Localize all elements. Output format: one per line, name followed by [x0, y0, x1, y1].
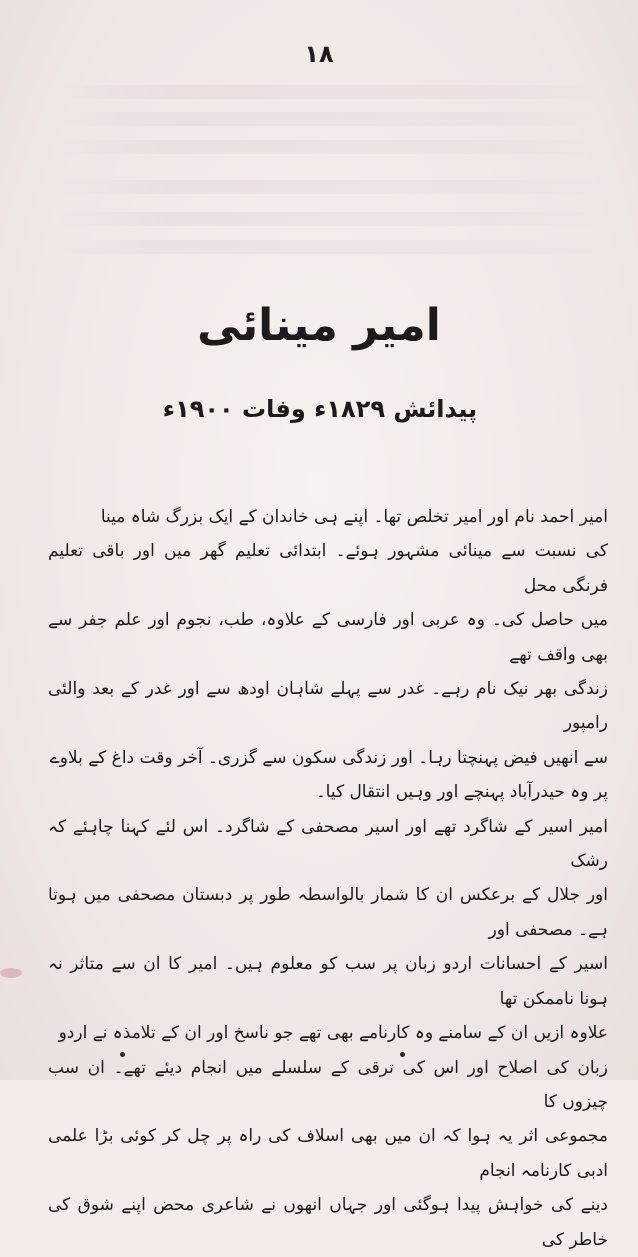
page-number: ۱۸ — [304, 40, 334, 68]
ink-dot — [120, 1052, 125, 1057]
bleed-through-text — [58, 112, 598, 126]
ink-dot — [400, 1052, 405, 1057]
bleed-through-text — [58, 212, 598, 226]
body-paragraphs: امیر احمد نام اور امیر تخلص تھا۔ اپنے ہی خاندان کے ایک بزرگ شاہ مینا کی نسبت سے مینائی مشہور ہوئے۔ ابتدائی تعلیم گھر میں اور باقی تعلیم فرنگی محل میں حاصل کی۔ وہ عربی اور فارسی کے علاوہ، طب، نجوم اور علم جفر سے بھی واقف تھے زندگی بھر نیک نام رہے۔ غدر سے پہلے شاہان اودھ سے اور غدر کے بعد والئی رامپور سے انھیں فیض پہنچتا رہا۔ اور زندگی سکون سے گزری۔ آخر وقت داغ کے بلاوے پر وہ حیدرآباد پہنچے اور وہیں انتقال کیا۔ امیر اسیر کے شاگرد تھے اور اسیر مصحفی کے شاگرد۔ اس لئے کہنا چاہئے کہ رشک اور جلال کے برعکس ان کا شمار بالواسطہ طور پر دبستان مصحفی میں ہوتا ہے۔ مصحفی اور اسیر کے احسانات اردو زبان پر سب کو معلوم ہیں۔ امیر کا ان سے متاثر نہ ہونا ناممکن تھا علاوہ ازیں ان کے سامنے وہ کارنامے بھی تھے جو ناسخ اور ان کے تلامذہ نے اردو زبان کی اصلاح اور اس کی ترقی کے سلسلے میں انجام دیئے تھے۔ ان سب چیزوں کا مجموعی اثر یہ ہوا کہ ان میں بھی اسلاف کی راہ پر چل کر کوئی بڑا علمی ادبی کارنامہ انجام دینے کی خواہش پیدا ہوگئی اور جہاں انھوں نے شاعری محض اپنے شوق کی خاطر کی — [48, 507, 608, 1250]
bleed-through-text — [58, 240, 598, 254]
bleed-through-text — [58, 140, 598, 154]
ink-stain — [0, 968, 22, 978]
bleed-through-text — [58, 180, 598, 194]
page-title: امیر مینائی — [197, 300, 441, 351]
birth-death-dates: پیدائش ۱۸۲۹ء وفات ۱۹۰۰ء — [162, 395, 478, 423]
bleed-through-text — [58, 85, 598, 99]
